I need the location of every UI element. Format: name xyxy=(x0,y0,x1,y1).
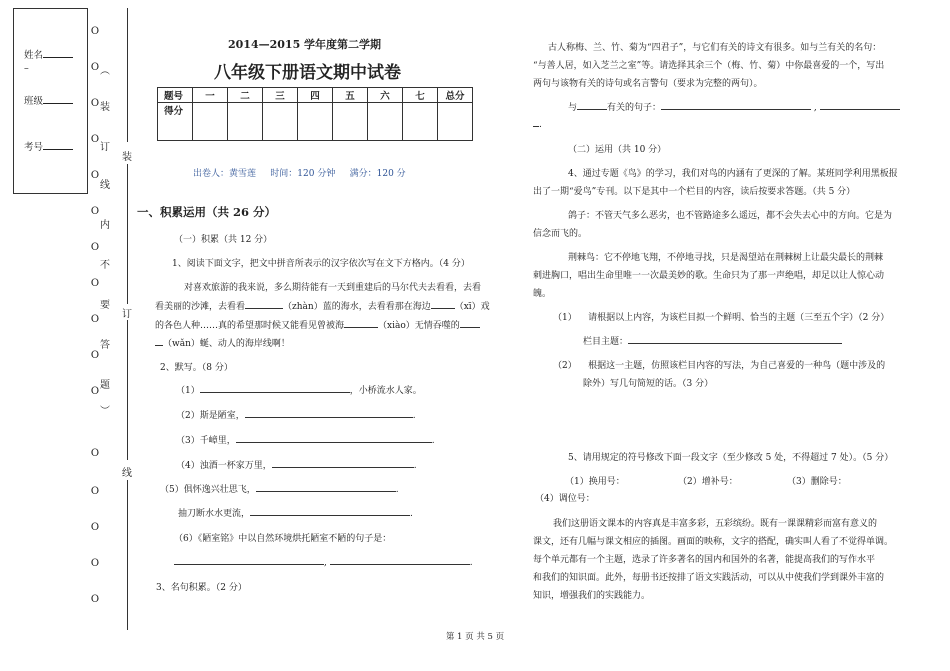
page-footer: 第 1 页 共 5 页 xyxy=(445,632,505,642)
seal-char: 不 xyxy=(100,260,110,271)
q2-text: 抽刀断水水更流， xyxy=(178,509,251,519)
seal-char: 答 xyxy=(100,340,110,351)
answer-blank[interactable] xyxy=(256,482,396,492)
thornbird-text: 刺进胸口，唱出生命里唯一一次最美妙的歌。生命只为了那一声绝唱，却足以让人惊心动 xyxy=(533,271,885,281)
passage-line: 知识，增强我们的实践能力。 xyxy=(533,591,651,601)
question-4-2: （2） 根据这一主题，仿照该栏目内容的写法，为自己喜爱的一种鸟（题中涉及的 xyxy=(553,361,886,371)
q2-text: ，小桥流水人家。 xyxy=(349,386,422,396)
seal-circle: O xyxy=(90,134,100,145)
seal-circle: O xyxy=(90,170,100,181)
class-label: 班级 xyxy=(24,96,44,107)
seal-circle: O xyxy=(90,522,100,533)
passage-line: 和我们的知识面。此外，每册书还按排了语文实践活动，可以从中使我们学到课外丰富的 xyxy=(533,573,885,583)
seal-bracket-open: ︵ xyxy=(100,66,110,77)
q1-text: （zhàn）蓝的海水，去看看那在海边 xyxy=(283,302,431,312)
answer-blank[interactable] xyxy=(155,336,163,346)
seal-circle: O xyxy=(90,486,100,497)
score-row-label: 得分 xyxy=(158,103,193,141)
q2-item-answer: , . xyxy=(174,555,473,568)
seal-circle: O xyxy=(90,448,100,459)
answer-blank[interactable] xyxy=(344,318,378,328)
question-4-2: 除外）写几句简短的话。（3 分） xyxy=(583,379,714,389)
answer-blank[interactable] xyxy=(661,100,811,110)
seal-circle: O xyxy=(90,242,100,253)
binding-line xyxy=(127,8,128,142)
answer-blank[interactable] xyxy=(245,299,283,309)
seal-circle: O xyxy=(90,558,100,569)
answer-blank[interactable] xyxy=(628,334,842,344)
answer-blank[interactable] xyxy=(245,408,413,418)
answer-blank[interactable] xyxy=(272,458,414,468)
q1-text: 看美丽的沙滩，去看看 xyxy=(155,302,246,312)
student-info-box xyxy=(13,8,88,194)
seal-char: 要 xyxy=(100,300,110,311)
q2-item: （6）《陋室铭》中以自然环境烘托陋室不陋的句子是： xyxy=(174,534,392,544)
score-table xyxy=(157,87,473,141)
exam-number-label: 考号 xyxy=(24,142,44,153)
score-header-cell: 二 xyxy=(228,88,263,103)
pigeon-text: 信念而飞的。 xyxy=(533,229,588,239)
seal-char: 内 xyxy=(100,220,110,231)
score-cell[interactable] xyxy=(298,103,333,141)
question-4-1: （1） 请根据以上内容，为该栏目拟一个鲜明、恰当的主题（三至五个字）（2 分） xyxy=(553,313,890,323)
seal-char: 装 xyxy=(100,102,110,113)
score-header-cell: 五 xyxy=(333,88,368,103)
q2-text: （3）千嶂里， xyxy=(176,436,236,446)
score-header-cell: 总分 xyxy=(438,88,473,103)
q2-item: （2）斯是陋室， . xyxy=(176,408,416,421)
symbol-item: （4）调位号： xyxy=(535,494,595,504)
answer-blank[interactable] xyxy=(533,117,539,127)
fill-text: 栏目主题： xyxy=(583,337,629,347)
subsection-title: （二）运用（共 10 分） xyxy=(568,145,667,155)
question-5: 5、请用规定的符号修改下面一段文字（至少修改 5 处，不得超过 7 处）。（5 分） xyxy=(568,453,894,463)
seal-circle: O xyxy=(90,594,100,605)
pigeon-text: 鸽子：不管天气多么恶劣，也不管路途多么遥远，都不会失去心中的方向。它是为 xyxy=(568,211,893,221)
fill-text: 有关的句子： xyxy=(607,103,662,113)
score-cell[interactable] xyxy=(368,103,403,141)
q1-text: 的各色人种……真的希望那时候又能看见曾被海 xyxy=(155,321,345,331)
name-label: 姓名 xyxy=(24,50,44,61)
section-title: 一、积累运用（共 26 分） xyxy=(137,205,277,219)
score-header-cell: 七 xyxy=(403,88,438,103)
thornbird-text: 魄。 xyxy=(533,289,552,299)
q2-item xyxy=(176,383,422,396)
column-theme-fill xyxy=(583,334,842,347)
answer-blank[interactable] xyxy=(174,555,324,565)
q2-text: （4）浊酒一杯家万里， xyxy=(176,461,272,471)
answer-blank[interactable] xyxy=(431,299,455,309)
author-line: 出卷人：黄雪莲 时间：120 分钟 满分：120 分 xyxy=(193,169,406,179)
right-paragraph-line: “与善人居，如入芝兰之室”等。请选择其余三个（梅、竹、菊）中你最喜爱的一个，写出 xyxy=(533,61,885,71)
seal-circle: O xyxy=(90,206,100,217)
symbol-item: （2）增补号： xyxy=(678,477,738,487)
question-3: 3、名句积累。（2 分） xyxy=(156,583,247,593)
q2-item: （4）浊酒一杯家万里， . xyxy=(176,458,417,471)
seal-circle: O xyxy=(90,26,100,37)
score-cell[interactable] xyxy=(403,103,438,141)
answer-blank[interactable] xyxy=(577,100,607,110)
score-cell[interactable] xyxy=(438,103,473,141)
q2-text: （1） xyxy=(176,386,200,396)
seal-circle: O xyxy=(90,278,100,289)
q2-text: （5）俱怀逸兴壮思飞， xyxy=(160,485,256,495)
subsection-title: （一）积累（共 12 分） xyxy=(174,235,273,245)
right-paragraph-line: 两句与该物有关的诗句或名言警句（要求为完整的两句）。 xyxy=(533,79,763,89)
fill-text: 与 xyxy=(568,103,578,113)
seal-circle: O xyxy=(90,98,100,109)
question-4-line: 4、通过专题《鸟》的学习，我们对鸟的内涵有了更深的了解。某班同学利用黑板报 xyxy=(568,169,898,179)
score-header-cell: 一 xyxy=(193,88,228,103)
q1-passage-line xyxy=(155,318,480,331)
symbol-item: （1）换用号： xyxy=(565,477,625,487)
q2-item: （3）千嶂里， . xyxy=(176,433,435,446)
answer-blank[interactable] xyxy=(460,318,480,328)
binding-char: 订 xyxy=(122,309,132,320)
plant-quote-fill: 与 有关的句子： , xyxy=(568,100,900,113)
q1-passage-line xyxy=(155,299,490,312)
passage-line: 每个单元都有一个主题，选录了许多著名的国内和国外的名著，能提高我们的写作水平 xyxy=(533,555,876,565)
class-field[interactable] xyxy=(24,93,73,107)
dash-mark: – xyxy=(24,63,29,74)
binding-line xyxy=(127,320,128,460)
seal-circle: O xyxy=(90,314,100,325)
question-1-intro: 1、阅读下面文字，把文中拼音所表示的汉字依次写在文下方格内。（4 分） xyxy=(172,259,470,269)
score-cell[interactable] xyxy=(228,103,263,141)
answer-blank[interactable] xyxy=(820,100,900,110)
exam-number-field[interactable] xyxy=(24,139,73,153)
score-header-cell: 六 xyxy=(368,88,403,103)
seal-circle: O xyxy=(90,350,100,361)
score-header-cell: 四 xyxy=(298,88,333,103)
thornbird-text: 荆棘鸟：它不停地飞翔，不停地寻找，只是渴望站在荆棘树上让最尖最长的荆棘 xyxy=(568,253,884,263)
q1-passage-line: 对喜欢旅游的我来说，多么期待能有一天到重建后的马尔代夫去看看，去看 xyxy=(184,283,482,293)
q1-passage-line xyxy=(155,336,290,349)
binding-line xyxy=(127,480,128,630)
seal-bracket-close: ︶ xyxy=(100,406,110,417)
name-line[interactable] xyxy=(43,49,73,58)
seal-char: 线 xyxy=(100,180,110,191)
answer-blank[interactable] xyxy=(236,433,432,443)
q2-item: 抽刀断水水更流， . xyxy=(178,506,413,519)
school-year: 2014—2015 学年度第二学期 xyxy=(228,38,382,51)
symbol-item: （3）删除号： xyxy=(787,477,847,487)
right-paragraph-line: 古人称梅、兰、竹、菊为“四君子”，与它们有关的诗文有很多。如与兰有关的名句： xyxy=(548,43,882,53)
passage-line: 课文，还有几幅与课文相应的插图。画面的映称，文字的搭配，确实叫人看了不觉得单调。 xyxy=(533,537,894,547)
score-cell[interactable] xyxy=(193,103,228,141)
q1-text: （xī）戏 xyxy=(454,302,490,312)
answer-blank-continued: . xyxy=(533,117,542,130)
passage-line: 我们这册语文课本的内容真是丰富多彩，五彩缤纷。既有一课课精彩而富有意义的 xyxy=(553,519,878,529)
class-line[interactable] xyxy=(43,95,73,104)
seal-circle: O xyxy=(90,62,100,73)
answer-blank[interactable] xyxy=(200,383,350,393)
seal-char: 订 xyxy=(100,142,110,153)
exam-number-line[interactable] xyxy=(43,141,73,150)
answer-blank[interactable] xyxy=(330,555,470,565)
seal-char: 题 xyxy=(100,380,110,391)
score-cell[interactable] xyxy=(333,103,368,141)
binding-char: 线 xyxy=(122,468,132,479)
q1-text: （wǎn）蜒、动人的海岸线啊！ xyxy=(163,339,290,349)
binding-char: 装 xyxy=(122,152,132,163)
name-field[interactable] xyxy=(24,47,73,61)
q1-text: （xiào）无情吞噬的 xyxy=(378,321,460,331)
binding-line xyxy=(127,164,128,304)
q2-item: （5）俱怀逸兴壮思飞， . xyxy=(160,482,399,495)
question-2: 2、默写。（8 分） xyxy=(160,363,233,373)
seal-circle: O xyxy=(90,386,100,397)
page-title: 八年级下册语文期中试卷 xyxy=(214,63,401,83)
question-4-line: 出了一期“爱鸟”专刊。以下是其中一个栏目的内容，读后按要求答题。（共 5 分） xyxy=(533,187,856,197)
score-header-cell: 三 xyxy=(263,88,298,103)
score-header-cell: 题号 xyxy=(158,88,193,103)
score-cell[interactable] xyxy=(263,103,298,141)
answer-blank[interactable] xyxy=(250,506,410,516)
q2-text: （2）斯是陋室， xyxy=(176,411,245,421)
